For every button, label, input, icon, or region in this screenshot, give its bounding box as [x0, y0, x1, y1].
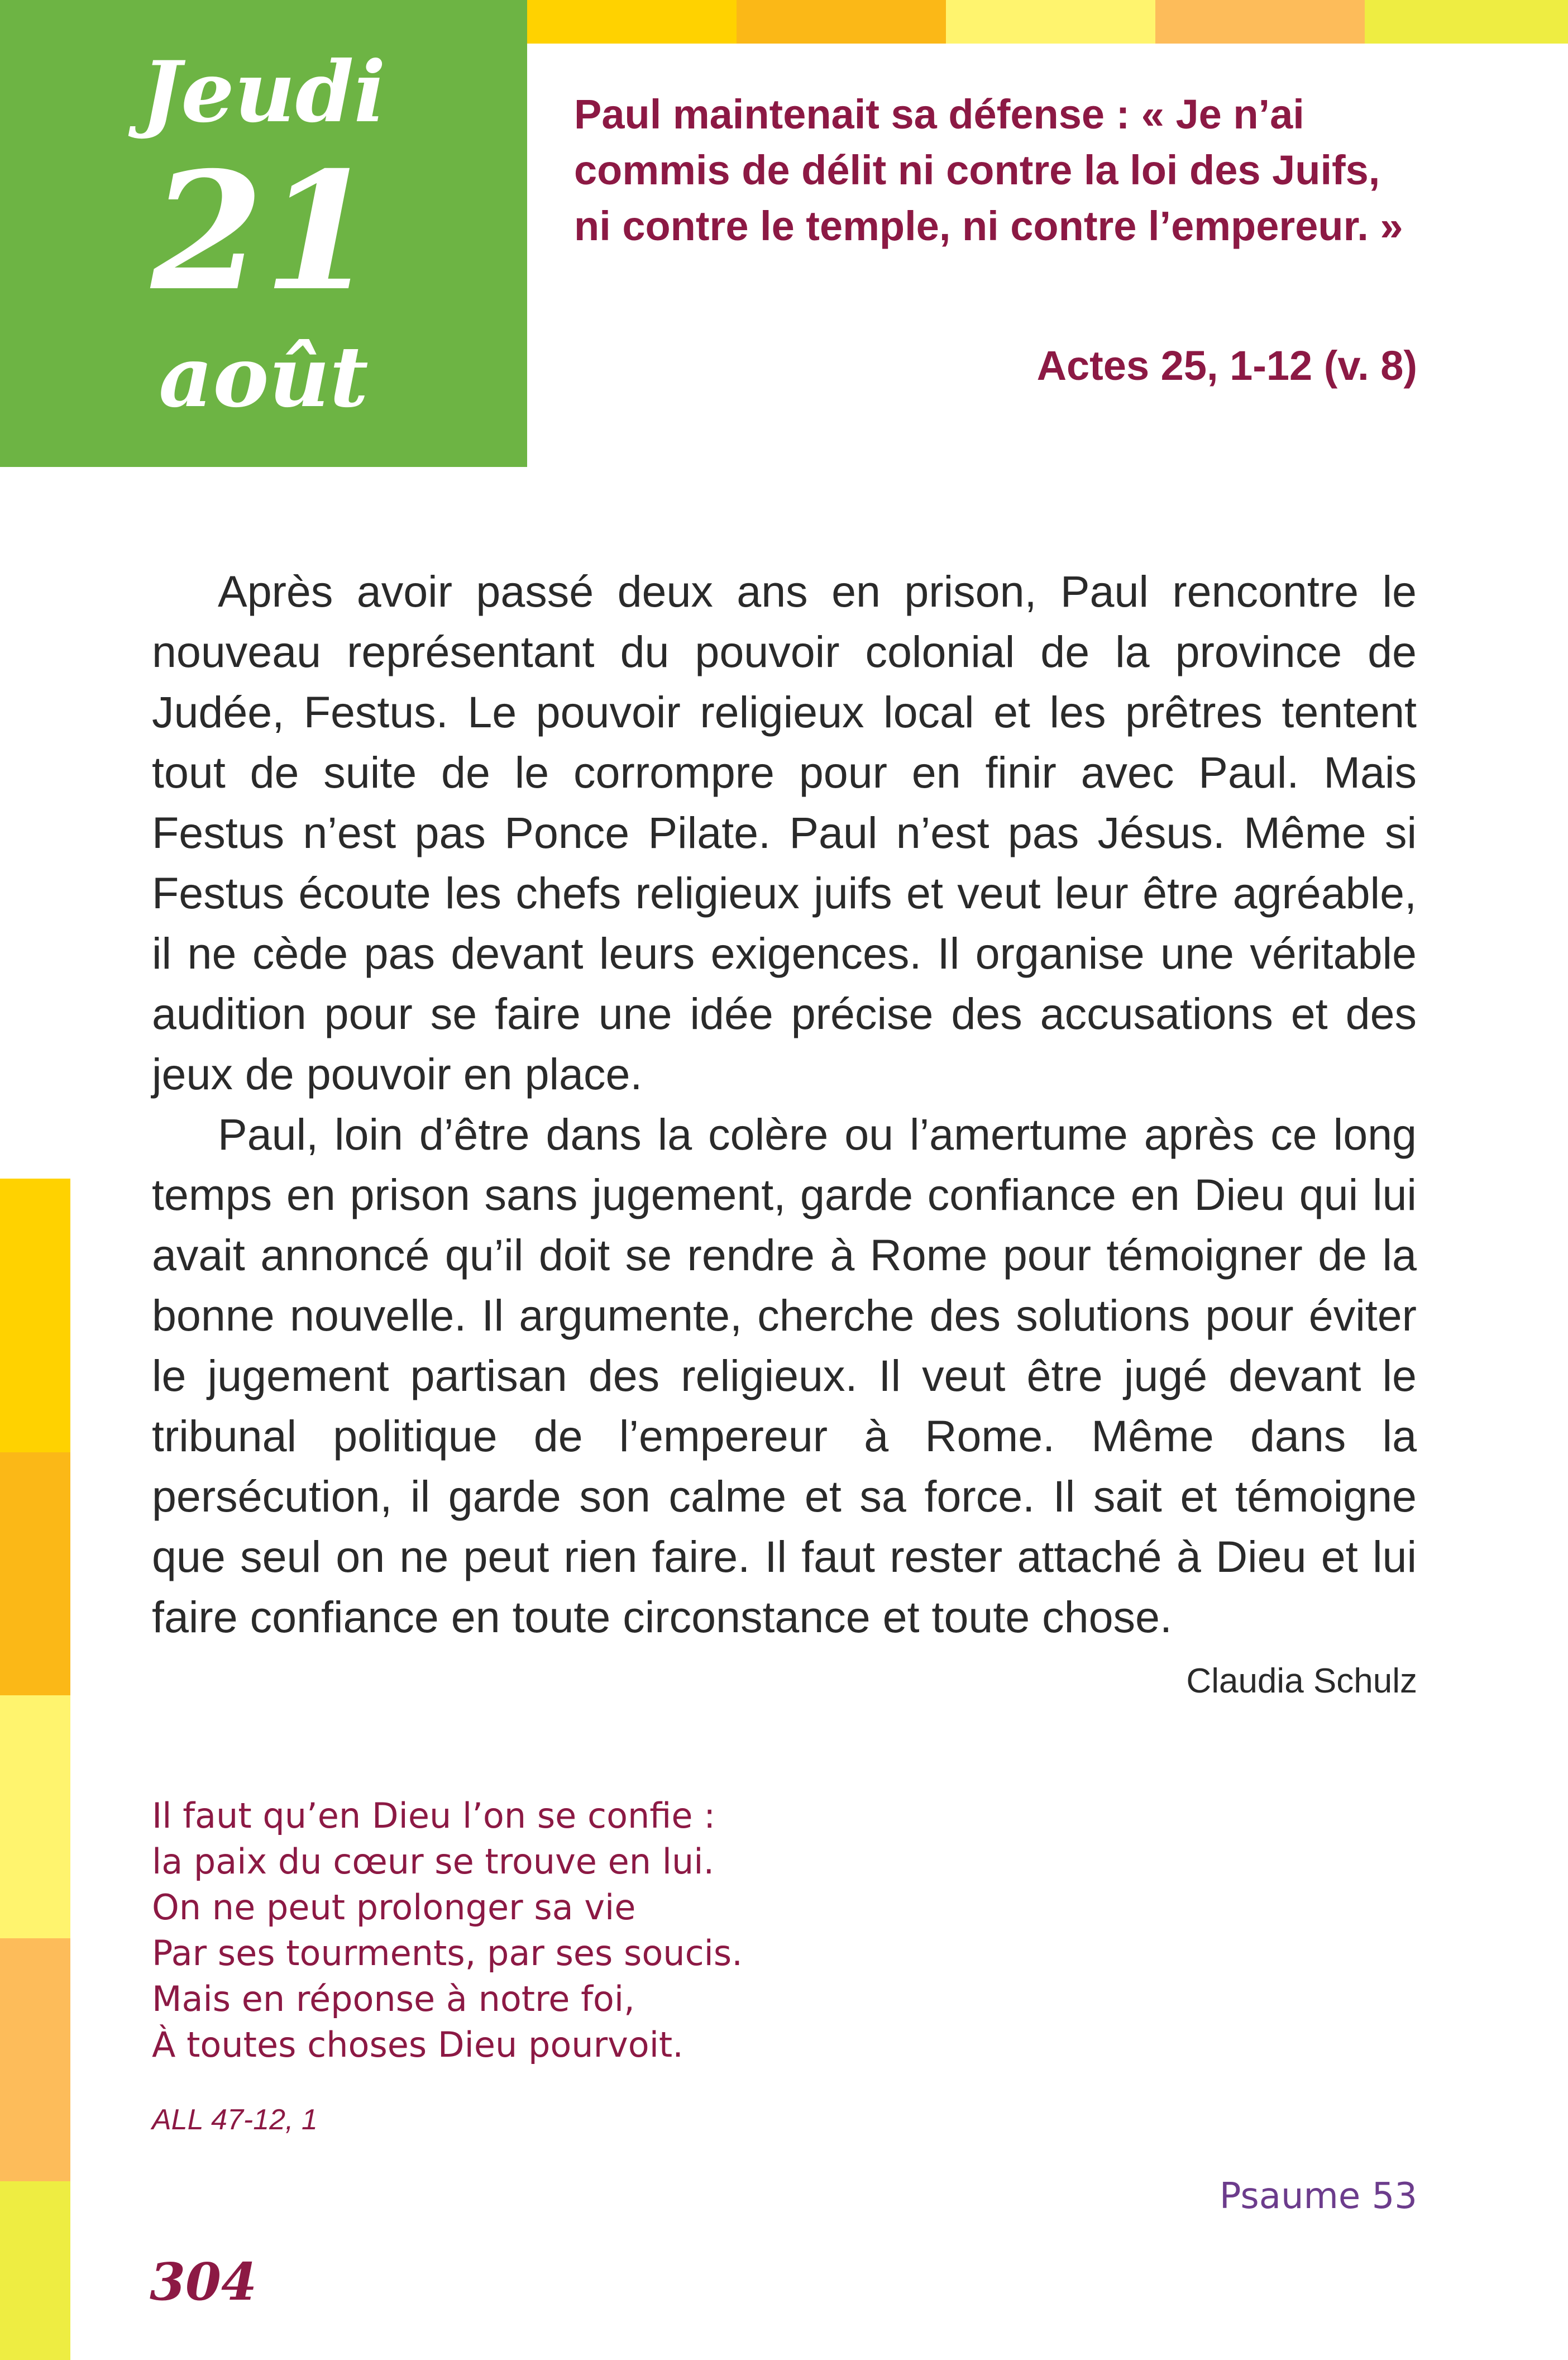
side-stripe-lime	[0, 2181, 70, 2360]
top-stripe-peach	[1155, 0, 1365, 44]
date-block	[0, 0, 527, 467]
date-month: août	[159, 328, 369, 426]
side-stripe-yellow	[0, 1179, 70, 1452]
hymn-line: la paix du cœur se trouve en lui.	[152, 1841, 715, 1882]
paragraph: Après avoir passé deux ans en prison, Paul rencontre le nouveau représentant du pouvoir colonial de la province de Judée, Festus. Le pouvoir religieux local et les prêtres tentent tout de suite de le corrompre pour en finir avec Paul. Mais Festus n’est pas Ponce Pilate. Paul n’est pas Jésus. Même si Festus écoute les chefs religieux juifs et veut leur être agréable, il ne cède pas devant leurs exigences. Il organise une véritable audition pour se faire une idée précise des accusations et des jeux de pouvoir en place.	[152, 566, 1417, 1099]
top-stripe-light-yellow	[946, 0, 1155, 44]
meditation-text	[152, 561, 1417, 1647]
hymn-line: On ne peut prolonger sa vie	[152, 1887, 636, 1928]
page-number: 304	[150, 2252, 257, 2312]
hymn-verse	[152, 1793, 1157, 2068]
side-stripe-peach	[0, 1938, 70, 2181]
verse-text: Paul maintenait sa défense : « Je n’ai commis de délit ni contre la loi des Juifs, ni contre le temple, ni contre l’empereur. »	[574, 91, 1403, 249]
date-number: 21	[151, 137, 376, 327]
psalm-reference: Psaume 53	[1219, 2176, 1417, 2217]
hymn-reference: ALL 47-12, 1	[152, 2104, 318, 2136]
paragraph: Paul, loin d’être dans la colère ou l’amertume après ce long temps en prison sans jugement, garde confiance en Dieu qui lui avait annoncé qu’il doit se rendre à Rome pour témoigner de la bonne nouvelle. Il argumente, cherche des solutions pour éviter le jugement partisan des religieux. Il veut être jugé devant le tribunal politique de l’empereur à Rome. Même dans la persécution, il garde son calme et sa force. Il sait et témoigne que seul on ne peut rien faire. Il faut rester attaché à Dieu et lui faire confiance en toute circonstance et toute chose.	[152, 1109, 1417, 1642]
date-day: Jeudi	[141, 43, 386, 141]
verse-reference: Actes 25, 1-12 (v. 8)	[1036, 342, 1417, 389]
side-stripe-orange	[0, 1452, 70, 1695]
hymn-line: Par ses tourments, par ses soucis.	[152, 1933, 743, 1973]
top-stripe-lime	[1365, 0, 1568, 44]
hymn-line: À toutes choses Dieu pourvoit.	[152, 2024, 683, 2065]
top-stripe-orange	[737, 0, 946, 44]
top-stripe-yellow	[527, 0, 737, 44]
hymn-line: Mais en réponse à notre foi,	[152, 1978, 635, 2019]
hymn-line: Il faut qu’en Dieu l’on se confie :	[152, 1795, 716, 1836]
side-stripe-light-yellow	[0, 1695, 70, 1938]
author-name: Claudia Schulz	[1186, 1662, 1417, 1700]
